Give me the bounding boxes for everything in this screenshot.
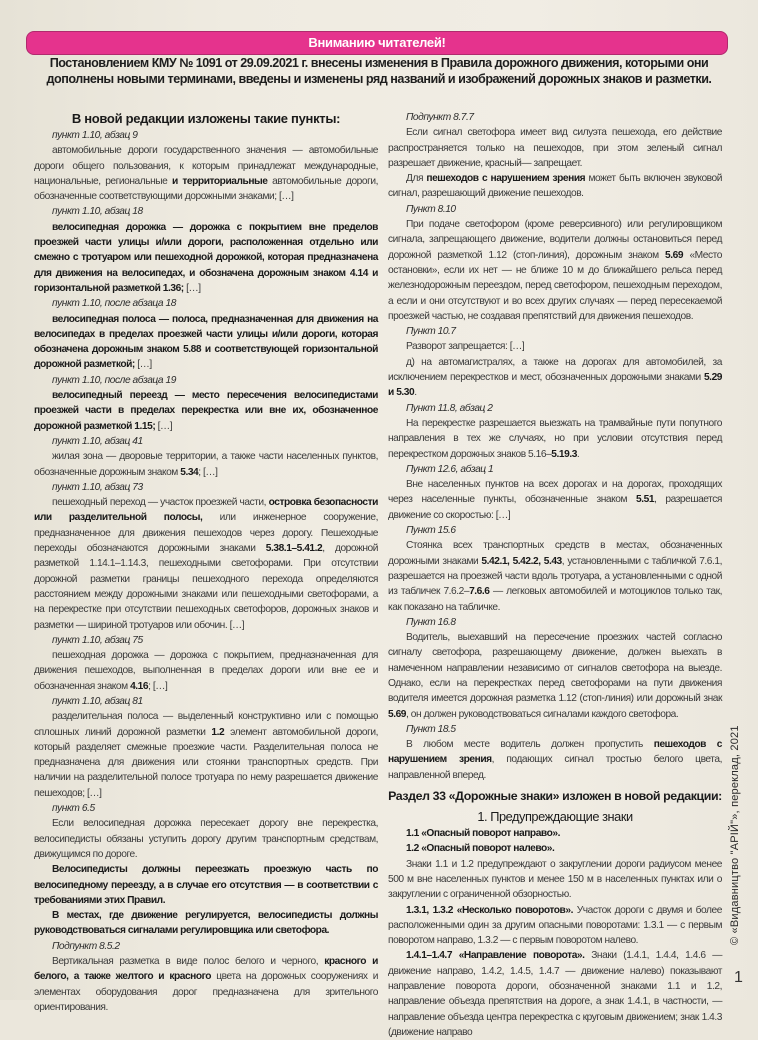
text: пункт 1.10, абзац 73 [52,481,143,493]
text: , установленными с табличкой 7.6.1, разрешается на проезжей части вдоль тротуара, а установленными с одной из табличек 7.6.2– [388,555,722,598]
paragraph [388,125,722,171]
text: 1. Предупреждающие знаки [477,809,633,825]
clause-label [388,401,722,416]
clause-label [34,480,378,495]
bold-text: 5.38.1–5.41.2 [265,543,323,555]
paragraph [388,737,722,783]
bold-text: пешеходов с нарушением зрения [388,739,723,766]
text: , он должен руководствоваться сигналами каждого светофора. [406,708,679,720]
bold-text: 1.4.1–1.4.7 «Направление поворота». [406,950,585,962]
right-column [388,110,722,1040]
bold-text: 1.2 [211,726,225,738]
text: элемент автомобильной дороги, который разделяет смежные проезжие части. Разделительная полоса не предназначена для движения или стоянки транспортных средств. При наличии на разделительной полосе тротуара по нему разрешается движение пешеходов; […] [34,726,378,799]
text: пункт 1.10, абзац 75 [52,634,143,646]
clause-label [388,324,722,339]
bold-text: В новой редакции изложены такие пункты: [71,111,341,126]
text: — легковых автомобилей и мотоциклов только так, как показано на табличке. [388,586,723,613]
paragraph [388,903,722,949]
text: Разворот запрещается: […] [406,341,525,353]
clause-label [34,434,378,449]
paragraph [388,217,722,324]
text: , подающих сигнал тростью белого цвета, направленной вперед. [388,754,722,781]
text: Подпункт 8.5.2 [52,940,120,952]
clause-label [34,204,378,219]
left-column [34,110,378,1015]
text: Пункт 8.10 [406,203,456,215]
text: . [576,448,580,460]
text: ; […] [148,680,168,692]
text: Стоянка всех транспортных средств в местах, обозначенных дорожными знаками [388,540,722,567]
text: Вертикальная разметка в виде полос белого и черного, [52,956,325,968]
clause-label [388,722,722,737]
clause-label [34,694,378,709]
paragraph [388,857,722,903]
text: жилая зона — дворовые территории, а также части населенных пунктов, обозначенные дорожным знаком [34,451,378,478]
clause-label [388,202,722,217]
bold-text: 5.51 [636,494,655,506]
bold-text: 5.19.3 [551,448,577,460]
bold-text: 7.6.6 [469,586,490,598]
text: пешеходная дорожка — дорожка с покрытием, предназначенная для движения пешеходов, выполненная в пределах дороги или вне ее и обозначенная знаком [34,650,378,692]
paragraph [34,816,378,862]
section-heading [34,110,378,127]
text: пункт 1.10, абзац 41 [52,435,143,447]
paragraph [388,948,722,1040]
bold-text: пешеходов с нарушением зрения [426,173,586,185]
clause-label [34,296,378,311]
paragraph [34,862,378,908]
paragraph [34,312,378,373]
text: Пункт 10.7 [406,326,456,338]
paragraph [388,416,722,462]
paragraph [388,477,722,523]
text: В любом месте водитель должен пропустить [406,739,654,751]
clause-label [34,801,378,816]
text: д) на автомагистралях, а также на дорогах для автомобилей, за исключением перекрестков и мест, обозначенных дорожными знаками [388,356,722,384]
text: Водитель, выехавший на пересечение проезжих частей согласно сигналу светофора, разрешающему движение, должен выехать в намеченном направлении независимо от сигналов светофора на выезде. Однако, если на перекрестках перед светофорами на пути движения водителя имеется дорожная разметка 1.12 (стоп-линия) или дорожный знак [388,632,722,705]
text: […] [155,420,173,432]
text: пункт 1.10, после абзаца 18 [52,298,176,310]
bold-text: и территориальные [171,175,268,187]
bold-text: 5.69 [388,708,407,720]
paragraph [388,538,722,614]
text: […] [183,282,201,294]
paragraph [34,143,378,204]
clause-label [388,523,722,538]
clause-label [388,615,722,630]
text: Если велосипедная дорожка пересекает дорогу вне перекрестка, велосипедисты обязаны уступить дорогу другим транспортным средствам, движущимся по дороге. [34,818,378,860]
text: Пункт 11.8, абзац 2 [406,402,493,414]
bold-text: 5.29 и 5.30 [388,372,722,399]
bold-text: 1.3.1, 1.3.2 «Несколько поворотов». [406,904,573,916]
text: Пункт 16.8 [406,616,456,628]
notice-banner [26,31,728,55]
paragraph [388,630,722,722]
text: пункт 1.10, абзац 9 [52,130,138,141]
text: может быть включен звуковой сигнал, разрешающий движение пешеходов. [388,173,722,200]
text: автомобильные дороги, обозначенные соответствующими дорожными знаками; […] [34,175,379,203]
bold-text: островка безопасности или разделительной полосы, [34,497,378,524]
bold-text: В местах, где движение регулируется, велосипедисты должны руководствоваться сигналами регулировщика или светофора. [34,910,378,937]
text: Если сигнал светофора имеет вид силуэта пешехода, его действие распространяется только на пешеходов, при этом зеленый сигнал разрешает движение, красный— запрещает. [388,127,722,169]
bold-text: 4.16 [130,680,149,692]
text: Участок дороги с двумя и более расположенными один за другим опасными поворотами: 1.3.1 — с первым поворотом направо, 1.3.2 — с первым поворотом налево. [388,904,722,947]
text: разделительная полоса — выделенный конструктивно или с помощью сплошных линий дорожной разметки [34,711,378,738]
text: пункт 6.5 [52,803,95,815]
paragraph [34,908,378,939]
bold-text: 5.34 [180,466,199,478]
text: […] [134,359,152,371]
text: . [414,387,417,399]
text: Пункт 12.6, абзац 1 [406,463,494,475]
lead-paragraph: Постановлением КМУ № 1091 от 29.09.2021 г. внесены изменения в Правила дорожного движения, которыми они дополнены новыми терминами, введены и изменены ряд названий и изображений дорожных знаков и разметки. [46,56,712,86]
banner-title: Вниманию читателей! [308,35,446,50]
text: Подпункт 8.7.7 [406,112,474,123]
paragraph [388,355,722,401]
page-number: 1 [734,969,743,986]
paragraph [34,449,378,480]
paragraph [34,648,378,694]
text: пункт 1.10, абзац 81 [52,695,143,707]
clause-label [34,128,378,143]
bold-text: красного и белого, а также желтого и красного [34,956,378,983]
text: или инженерное сооружение, предназначенное для движения пешеходов через дорогу. Пешеходные переходы обозначаются дорожными знаками [34,512,378,555]
text: пункт 1.10, абзац 18 [52,206,143,218]
copyright-notice: © «Видавництво "АРІЙ"», переклад, 2021 [729,725,741,945]
bold-text: велосипедная дорожка — дорожка с покрытием вне пределов проезжей части улицы и/или дороги, расположенная отдельно или смежно с тротуаром или пешеходной дорожкой, которая предназначена для движения на велосипедах, и обозначена дорожным знаком 4.14 и горизонтальной разметкой 1.36; [34,221,378,294]
text: цвета на дорожных сооружениях и элементах оборудования дорог предназначена для зрительного ориентирования. [34,971,378,1013]
text: Для [406,173,427,185]
text: автомобильные дороги государственного значения — автомобильные дороги общего пользования, к которым принадлежат международные, национальные, региональные [34,145,378,187]
bold-text: 5.69 [665,249,684,261]
text: пешеходный переход — участок проезжей части, [52,497,269,509]
paragraph [34,709,378,801]
paragraph [34,388,378,434]
clause-label [34,373,378,388]
paragraph [34,954,378,1015]
section-heading [388,808,722,826]
paragraph [388,841,722,856]
bold-text: 5.42.1, 5.42.2, 5.43 [481,555,562,567]
text: На перекрестке разрешается выезжать на трамвайные пути попутного направления в тех же случаях, но при условии отсутствия перед перекрестком дорожных знаков 5.16– [388,417,722,460]
clause-label [388,110,722,125]
text: ; […] [198,466,218,478]
paragraph [34,495,378,633]
text: Знаки 1.1 и 1.2 предупреждают о закруглении дороги радиусом менее 500 м вне населенных пунктов и менее 150 м в населенных пунктах или о закруглении с ограниченной обзорностью. [388,858,722,901]
text: Знаки (1.4.1, 1.4.4, 1.4.6 — движение направо, 1.4.2, 1.4.5, 1.4.7 — движение налево) показывают направление поворота дороги, обозначенной знаками 1.1 и 1.2, направление объезда препятствия на дороге, а знак 1.4.1, в частности, — направление объезда центра перекрестка с круговым движением; знак 1.4.3 (движение направо [388,950,722,1038]
section-heading [388,788,722,805]
bold-text: велосипедный переезд — место пересечения велосипедистами проезжей части в пределах перекрестка или вне их, обозначенное дорожной разметкой 1.15; [34,390,378,432]
bold-text: 1.2 «Опасный поворот налево». [406,843,555,855]
bold-text: 1.1 «Опасный поворот направо». [406,828,560,840]
text: пункт 1.10, после абзаца 19 [52,374,176,386]
paragraph [388,826,722,841]
text: «Место остановки», если их нет — не ближе 10 м до ближайшего рельса перед железнодорожным переездом, перед светофором, пешеходным переходом, а если и они отсутствуют и во всех других случаях — перед пересекаемой проезжей частью, не создавая препятствий для движения пешеходов. [388,249,722,322]
text: , дорожной разметкой 1.14.1–1.14.3, пешеходными светофорами. При отсутствии дорожной разметки границы пешеходного перехода определяются расстоянием между дорожными знаками или пешеходными светофорами, а на перекрестке при отсутствии пешеходных светофоров, дорожных знаков и разметки — шириной тротуаров или обочин. […] [34,543,378,631]
text: При подаче светофором (кроме реверсивного) или регулировщиком сигнала, запрещающего движение, водители должны остановиться перед дорожной разметкой 1.12 (стоп-линия), дорожным знаком [388,219,722,261]
paragraph [34,220,378,296]
paragraph [388,171,722,202]
text: , разрешается движение со скоростью: […] [388,494,722,521]
clause-label [34,633,378,648]
bold-text: Велосипедисты должны переезжать проезжую часть по велосипедному переезду, а в случае его отсутствия — в соответствии с требованиями этих Правил. [34,864,378,906]
clause-label [34,939,378,954]
text: Пункт 15.6 [406,525,456,537]
bold-text: велосипедная полоса — полоса, предназначенная для движения на велосипедах в пределах проезжей части улицы и/или дороги, которая обозначена дорожным знаком 5.88 и соответствующей горизонтальной дорожной разметкой; [34,313,378,371]
clause-label [388,462,722,477]
text: Вне населенных пунктов на всех дорогах и на дорогах, проходящих через населенные пункты, обозначенные знаком [388,479,722,506]
text: Пункт 18.5 [406,723,456,735]
paragraph [388,339,722,354]
text: Раздел 33 «Дорожные знаки» изложен в новой редакции: [388,789,722,804]
